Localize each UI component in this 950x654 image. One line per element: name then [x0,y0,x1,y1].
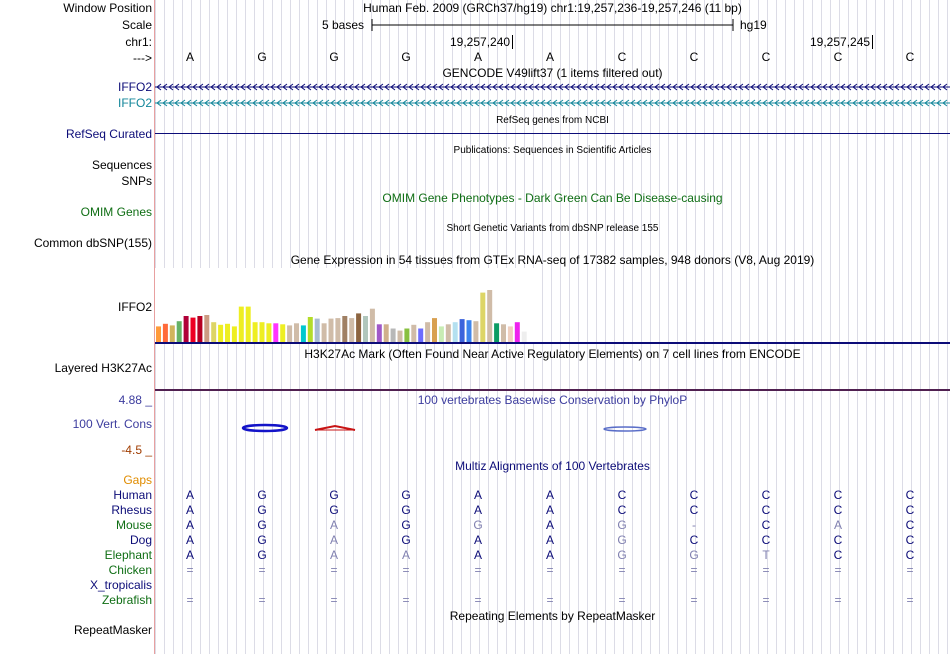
gaps-label[interactable]: Gaps [123,473,152,487]
gtex-baseline [155,342,950,344]
alignment-base: A [329,533,338,547]
gtex-bar [315,319,320,342]
alignment-base: = [762,563,770,577]
gtex-bar [356,313,361,342]
alignment-base: C [761,488,771,502]
gtex-bar [232,326,237,342]
gtex-bar [335,318,340,342]
alignment-base: = [186,593,194,607]
alignment-base: = [258,593,266,607]
scale-db: hg19 [740,18,767,32]
gtex-bar [191,318,196,342]
gtex-bar [473,321,478,342]
alignment-base: A [329,548,338,562]
scale-label: Scale [121,18,152,32]
phylop-min-label: -4.5 _ [121,443,152,457]
alignment-base: G [401,488,411,502]
gtex-bar [322,323,327,342]
publications-title: Publications: Sequences in Scientific Articles [453,145,652,156]
alignment-base: = [402,593,410,607]
gtex-title: Gene Expression in 54 tissues from GTEx RNA-seq of 17382 samples, 948 donors (V8, Aug 2019) [290,253,815,267]
gtex-bar [453,322,458,342]
gtex-bar [460,319,465,342]
alignment-base: A [185,533,194,547]
gtex-bar [225,324,230,342]
phylop-max-label: 4.88 _ [118,393,152,407]
gtex-bar [398,331,403,342]
alignment-base: C [617,503,627,517]
track-image-area[interactable] [155,0,950,654]
species-label[interactable]: X_tropicalis [89,578,152,592]
phylop-logo-a [315,426,355,430]
chrom-label: chr1: [125,35,152,49]
alignment-base: = [258,563,266,577]
alignment-base: C [761,518,771,532]
base-letter: A [473,50,482,64]
alignment-base: G [257,488,267,502]
refseq-transcript-line[interactable] [155,133,950,134]
gtex-bar [467,320,472,342]
gtex-bar [425,322,430,342]
alignment-base: G [257,503,267,517]
h3k27ac-label[interactable]: Layered H3K27Ac [54,361,152,375]
gtex-bar [218,325,223,342]
omim-label[interactable]: OMIM Genes [80,205,152,219]
alignment-base: G [257,548,267,562]
alignment-base: C [905,488,915,502]
alignment-base: A [185,518,194,532]
h3k27ac-signal-line [155,389,950,391]
alignment-base: = [690,593,698,607]
gtex-bar [363,316,368,342]
alignment-base: = [690,563,698,577]
gtex-bar [480,293,485,342]
alignment-base: C [761,533,771,547]
gtex-bar [329,319,334,342]
alignment-base: = [834,593,842,607]
gtex-bar [253,322,258,342]
refseq-label[interactable]: RefSeq Curated [65,127,152,141]
alignment-base: G [617,518,627,532]
gtex-bar [308,317,313,342]
gencode-label-2[interactable]: IFFO2 [117,96,152,110]
gtex-bar [404,329,409,343]
gtex-bar [342,316,347,342]
alignment-base: = [906,593,914,607]
gencode-transcripts[interactable] [155,80,950,108]
alignment-base: G [257,518,267,532]
gtex-bar [418,329,423,343]
gtex-bar [266,323,271,342]
gtex-bar [391,329,396,343]
alignment-base: T [762,548,770,562]
gtex-label[interactable]: IFFO2 [117,300,152,314]
gtex-bar [163,324,168,342]
phylop-logo-g [243,425,287,431]
alignment-base: A [473,533,482,547]
base-letter: C [833,50,843,64]
gtex-bar [439,326,444,342]
alignment-base: C [617,488,627,502]
base-letter: G [401,50,411,64]
repeatmasker-title: Repeating Elements by RepeatMasker [449,609,656,623]
alignment-base: G [473,518,483,532]
alignment-base: C [689,488,699,502]
alignment-base: C [905,518,915,532]
gtex-bar [273,323,278,342]
position-tick-2: 19,257,245 [810,35,873,49]
scale-bar [371,17,735,33]
species-label[interactable]: Dog [129,533,152,547]
alignment-base: C [833,548,843,562]
species-label[interactable]: Human [113,488,152,502]
alignment-base: G [329,503,339,517]
gtex-bar [432,318,437,342]
assembly-position-text: Human Feb. 2009 (GRCh37/hg19) chr1:19,257,236-19,257,246 (11 bp) [363,1,742,15]
alignment-base: - [692,518,696,532]
gtex-bar [170,325,175,342]
alignment-base: C [833,503,843,517]
alignment-base: = [618,563,626,577]
alignment-base: A [545,503,554,517]
species-label[interactable]: Chicken [108,563,152,577]
gtex-bar [494,323,499,342]
gtex-bar [411,325,416,342]
base-letter: A [545,50,554,64]
species-label[interactable]: Elephant [104,548,152,562]
omim-title: OMIM Gene Phenotypes - Dark Green Can Be Disease-causing [382,191,723,205]
dbsnp-title: Short Genetic Variants from dbSNP release 155 [446,223,659,234]
alignment-base: C [833,533,843,547]
alignment-base: C [833,488,843,502]
gtex-bar [294,323,299,342]
base-letter: C [689,50,699,64]
alignment-base: = [474,593,482,607]
alignment-base: = [834,563,842,577]
scale-text: 5 bases [322,18,365,32]
alignment-base: C [761,503,771,517]
alignment-base: = [330,563,338,577]
alignment-base: C [905,548,915,562]
alignment-base: = [186,563,194,577]
multiz-title: Multiz Alignments of 100 Vertebrates [455,459,650,473]
phylop-logo[interactable] [155,420,950,436]
alignment-base: = [546,563,554,577]
gtex-bar [508,326,513,342]
alignment-base: A [401,548,410,562]
alignment-base: = [906,563,914,577]
window-position-label: Window Position [63,1,152,15]
gtex-bar [515,322,520,342]
gtex-bar [301,325,306,342]
alignment-base: G [401,518,411,532]
base-letter: C [761,50,771,64]
base-letter: C [905,50,915,64]
alignment-base: = [618,593,626,607]
alignment-base: A [545,518,554,532]
gtex-bar [184,316,189,342]
alignment-base: A [473,488,482,502]
alignment-base: G [401,503,411,517]
alignment-base: A [833,518,842,532]
alignment-base: A [185,488,194,502]
track-labels-panel [0,0,154,654]
gtex-bar [260,322,265,342]
species-label[interactable]: Rhesus [111,503,152,517]
gtex-bar [370,309,375,342]
phylop-logo-c [604,427,646,431]
gtex-bar [446,324,451,342]
alignment-base: = [474,563,482,577]
gtex-bar [349,318,354,342]
base-letter: A [185,50,194,64]
alignment-base: C [689,503,699,517]
gtex-bar [156,326,161,342]
gencode-label-1[interactable]: IFFO2 [117,80,152,94]
alignment-base: G [617,548,627,562]
alignment-base: C [905,533,915,547]
gtex-bar [287,325,292,342]
gtex-bar [204,315,209,342]
position-tick-1: 19,257,240 [450,35,513,49]
alignment-base: G [401,533,411,547]
base-letter: G [329,50,339,64]
repeatmasker-label[interactable]: RepeatMasker [73,623,152,637]
h3k27ac-title: H3K27Ac Mark (Often Found Near Active Regulatory Elements) on 7 cell lines from ENCODE [304,347,801,361]
gtex-bar [522,332,527,342]
alignment-base: = [402,563,410,577]
species-label[interactable]: Mouse [115,518,152,532]
gtex-bar [177,321,182,342]
gtex-bar [501,324,506,342]
alignment-base: A [545,548,554,562]
gtex-bar [246,307,251,342]
gtex-bar [377,324,382,342]
refseq-title: RefSeq genes from NCBI [496,115,609,126]
alignment-base: A [329,518,338,532]
base-letter: C [617,50,627,64]
alignment-base: A [545,533,554,547]
alignment-base: A [545,488,554,502]
alignment-base: A [473,503,482,517]
phylop-label[interactable]: 100 Vert. Cons [72,417,152,431]
phylop-title: 100 vertebrates Basewise Conservation by PhyloP [417,393,688,407]
gtex-bar [280,324,285,342]
alignment-base: C [905,503,915,517]
gtex-bar [384,324,389,342]
alignment-base: G [689,548,699,562]
alignment-base: A [185,548,194,562]
alignment-base: A [473,548,482,562]
alignment-base: = [546,593,554,607]
alignment-base: G [257,533,267,547]
alignment-base: G [329,488,339,502]
alignment-base: C [689,533,699,547]
strand-label: ---> [133,51,152,65]
gtex-bar-chart[interactable] [155,268,950,344]
alignment-base: G [617,533,627,547]
alignment-base: = [330,593,338,607]
gtex-bar [487,290,492,342]
gencode-title: GENCODE V49lift37 (1 items filtered out) [442,66,663,80]
species-label[interactable]: Zebrafish [101,593,152,607]
alignment-base: A [185,503,194,517]
gtex-bar [239,307,244,342]
publications-label[interactable]: Sequences [91,158,152,172]
alignment-base: = [762,593,770,607]
snps-label[interactable]: SNPs [121,174,152,188]
gtex-bar [211,322,216,342]
base-letter: G [257,50,267,64]
dbsnp-label[interactable]: Common dbSNP(155) [33,236,152,250]
gtex-bar [197,316,202,342]
